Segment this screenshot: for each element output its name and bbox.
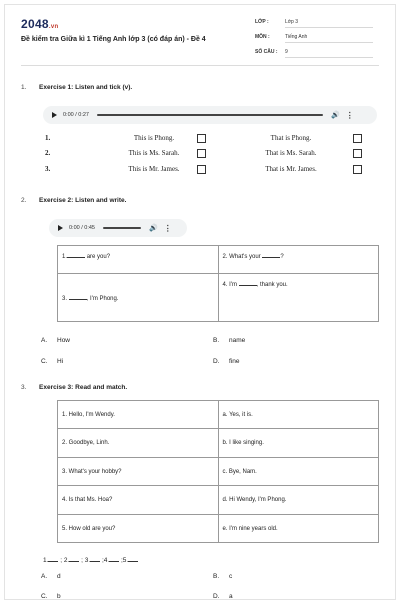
match-left: 2. Goodbye, Linh.: [58, 429, 219, 458]
blank-line: [67, 252, 85, 258]
blank-text: are you?: [86, 254, 111, 260]
blank-line: [128, 556, 138, 562]
fill-blank-cell: [218, 274, 379, 322]
audio-progress-1[interactable]: [97, 114, 323, 116]
tick-row: [41, 149, 371, 161]
answer-label: ; 3.: [81, 557, 91, 564]
option-text: Hi: [57, 358, 64, 365]
blank-number: 1.: [62, 254, 68, 260]
blank-text: 2. What's your: [222, 254, 261, 260]
blank-text: 4. I'm: [222, 282, 237, 288]
match-right: e. I'm nine years old.: [218, 515, 379, 543]
match-left: 3. What's your hobby?: [58, 458, 219, 486]
row-number: 2.: [45, 149, 51, 157]
tick-checkbox[interactable]: [197, 134, 206, 143]
exercise-1-title: Exercise 1: Listen and tick (v).: [39, 84, 133, 91]
row-number: 1.: [45, 134, 51, 142]
match-left: 1. Hello, I'm Wendy.: [58, 401, 219, 429]
option-letter: D.: [213, 358, 220, 365]
logo-tld: .vn: [48, 24, 59, 30]
meta-count-value: 9: [285, 49, 373, 58]
audio-progress-2[interactable]: [103, 227, 141, 229]
audio-player-1[interactable]: [43, 106, 377, 124]
option-text: name: [229, 337, 246, 344]
blank-line: [48, 556, 58, 562]
fill-blank-cell: [218, 246, 379, 274]
fill-blank-cell: [58, 274, 219, 322]
option-letter: B.: [213, 337, 220, 344]
blank-line: [262, 252, 280, 258]
option-text: fine: [229, 358, 240, 365]
blank-text: , I'm Phong.: [86, 295, 119, 302]
option-letter: D.: [213, 593, 220, 600]
tick-checkbox[interactable]: [197, 165, 206, 174]
match-right: c. Bye, Nam.: [218, 458, 379, 486]
meta-grade-key: LỚP :: [255, 19, 269, 25]
fill-blank-table: [57, 245, 379, 322]
blank-line: [109, 556, 119, 562]
tick-row: [41, 134, 371, 146]
meta-subject-value: Tiếng Anh: [285, 34, 373, 43]
option-a-text: This is Ms. Sarah.: [128, 149, 180, 157]
option-b-text: That is Phong.: [270, 134, 312, 142]
blank-text-end: , thank you.: [256, 282, 288, 288]
option-b-text: That is Ms. Sarah.: [265, 149, 317, 157]
more-options-icon[interactable]: ⋮: [163, 223, 172, 233]
answer-label: ; 2.: [60, 557, 70, 564]
blank-text-end: ?: [280, 254, 284, 260]
blank-line: [90, 556, 100, 562]
answer-label: 1.: [43, 557, 49, 564]
question-number-3: 3.: [21, 384, 27, 391]
option-a-text: This is Mr. James.: [128, 165, 180, 173]
tick-checkbox[interactable]: [353, 165, 362, 174]
audio-time-2: 0:00 / 0:45: [69, 225, 95, 231]
audio-player-2[interactable]: [49, 219, 187, 237]
option-letter: A.: [41, 573, 48, 580]
option-a-text: This is Phong.: [133, 134, 175, 142]
option-text: a: [229, 593, 233, 600]
answer-label: ;5.: [121, 557, 129, 564]
fill-blank-cell: [58, 246, 219, 274]
tick-checkbox[interactable]: [353, 134, 362, 143]
option-b-text: That is Mr. James.: [265, 165, 317, 173]
option-text: b: [57, 593, 61, 600]
blank-line: [69, 556, 79, 562]
option-letter: C.: [41, 593, 48, 600]
tick-row: [41, 165, 371, 177]
volume-icon[interactable]: 🔊: [331, 112, 340, 119]
question-number-1: 1.: [21, 84, 27, 91]
match-left: 4. Is that Ms. Hoa?: [58, 486, 219, 515]
blank-line: [239, 280, 257, 286]
match-right: b. I like singing.: [218, 429, 379, 458]
tick-checkbox[interactable]: [197, 149, 206, 158]
play-icon[interactable]: [52, 112, 57, 118]
meta-subject-key: MÔN :: [255, 34, 270, 40]
match-table: [57, 400, 379, 543]
match-answer-line: [43, 556, 138, 564]
play-icon[interactable]: [58, 225, 63, 231]
page-title: Đề kiểm tra Giữa kì 1 Tiếng Anh lớp 3 (có đáp án) - Đề 4: [21, 36, 206, 43]
logo-text: 2048: [21, 17, 49, 31]
site-logo[interactable]: [21, 17, 58, 31]
audio-time-1: 0:00 / 0:27: [63, 112, 89, 118]
more-options-icon[interactable]: ⋮: [345, 110, 354, 120]
option-text: How: [57, 337, 71, 344]
question-number-2: 2.: [21, 197, 27, 204]
option-text: c: [229, 573, 233, 580]
volume-icon[interactable]: 🔊: [149, 225, 158, 232]
match-right: a. Yes, it is.: [218, 401, 379, 429]
row-number: 3.: [45, 165, 51, 173]
meta-count-key: SỐ CÂU :: [255, 49, 278, 55]
answer-label: ;4.: [101, 557, 110, 564]
worksheet-page: [4, 4, 396, 600]
tick-checkbox[interactable]: [353, 149, 362, 158]
blank-line: [69, 294, 87, 300]
option-letter: B.: [213, 573, 220, 580]
option-letter: A.: [41, 337, 48, 344]
header-divider: [21, 65, 379, 66]
option-text: d: [57, 573, 61, 580]
blank-number: 3.: [62, 295, 68, 302]
exercise-3-title: Exercise 3: Read and match.: [39, 384, 128, 391]
match-right: d. Hi Wendy, I'm Phong.: [218, 486, 379, 515]
option-letter: C.: [41, 358, 48, 365]
match-left: 5. How old are you?: [58, 515, 219, 543]
meta-grade-value: Lớp 3: [285, 19, 373, 28]
exercise-2-title: Exercise 2: Listen and write.: [39, 197, 127, 204]
